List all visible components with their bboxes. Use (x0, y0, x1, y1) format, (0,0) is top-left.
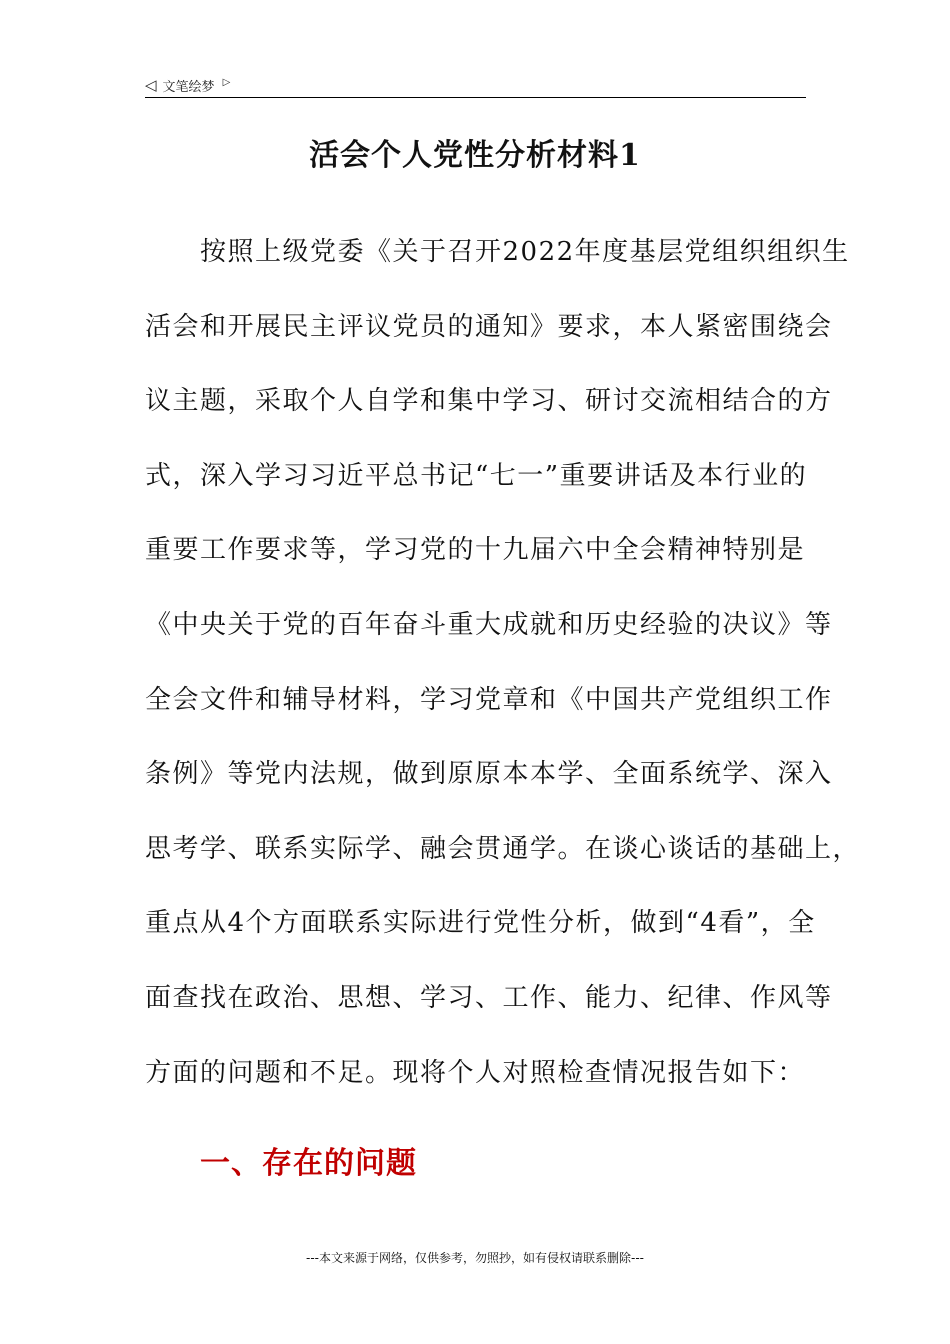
header-divider (145, 97, 806, 98)
paragraph-line: 按照上级党委《关于召开2022年度基层党组织组织生 (145, 237, 850, 267)
triangle-left-icon: ◁ (145, 76, 157, 94)
paragraph-line: 活会和开展民主评议党员的通知》要求，本人紧密围绕会 (145, 311, 833, 342)
body-paragraph (145, 230, 861, 1125)
header-brand: 文笔绘梦 (162, 79, 215, 95)
paragraph-line: 议主题，采取个人自学和集中学习、研讨交流相结合的方 (145, 386, 833, 417)
paragraph-line: 条例》等党内法规，做到原原本本学、全面系统学、深入 (145, 759, 833, 790)
paragraph-line: 面查找在政治、思想、学习、工作、能力、纪律、作风等 (145, 982, 833, 1013)
document-title: 活会个人党性分析材料1 (309, 138, 641, 173)
page-footer-disclaimer: ---本文来源于网络，仅供参考，勿照抄，如有侵权请联系删除--- (306, 1251, 644, 1265)
paragraph-line: 方面的问题和不足。现将个人对照检查情况报告如下： (145, 1057, 806, 1088)
paragraph-line: 重要工作要求等，学习党的十九届六中全会精神特别是 (145, 535, 806, 566)
paragraph-line: 式，深入学习习近平总书记“七一”重要讲话及本行业的 (145, 460, 808, 491)
paragraph-line: 重点从4个方面联系实际进行党性分析，做到“4看”，全 (145, 908, 816, 939)
paragraph-line: 《中央关于党的百年奋斗重大成就和历史经验的决议》等 (145, 609, 833, 640)
paragraph-line: 思考学、联系实际学、融会贯通学。在谈心谈话的基础上， (145, 833, 861, 864)
page-header (145, 72, 230, 98)
section-heading: 一、存在的问题 (200, 1146, 417, 1181)
paragraph-line: 全会文件和辅导材料，学习党章和《中国共产党组织工作 (145, 684, 833, 715)
triangle-right-icon: ▷ (222, 76, 231, 88)
